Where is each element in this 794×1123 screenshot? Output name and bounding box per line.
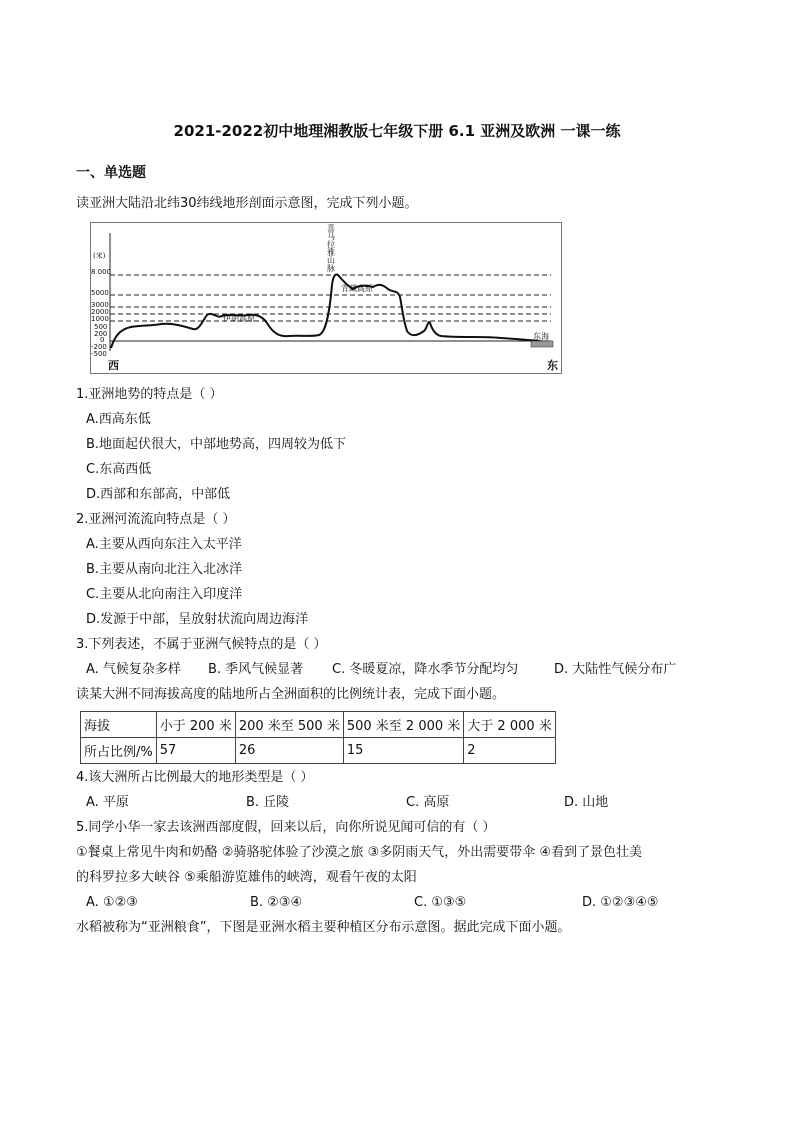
- question-4-option-d[interactable]: D. 山地: [564, 795, 609, 810]
- table-cell: 所占比例/%: [81, 738, 157, 764]
- y-tick-5000: 5000: [91, 289, 109, 297]
- document-title: 2021-2022初中地理湘教版七年级下册 6.1 亚洲及欧洲 一课一练: [173, 122, 621, 140]
- y-tick-2000: 2000: [91, 308, 109, 316]
- question-2-option-a[interactable]: A.主要从西向东注入太平洋: [86, 537, 242, 552]
- y-tick-3000: 3000: [91, 301, 109, 309]
- question-2-option-c[interactable]: C.主要从北向南注入印度洋: [86, 587, 243, 602]
- question-5-option-b[interactable]: B. ②③④: [250, 895, 303, 910]
- question-5-statements-line-1: ①餐桌上常见牛肉和奶酪 ②骑骆驼体验了沙漠之旅 ③多阴雨天气，外出需要带伞 ④看到了景色壮美: [76, 845, 643, 860]
- intro-text-1: 读亚洲大陆沿北纬30纬线地形剖面示意图，完成下列小题。: [76, 196, 418, 211]
- elevation-stats-table: [80, 711, 556, 764]
- question-4-option-b[interactable]: B. 丘陵: [246, 795, 290, 810]
- question-3-options: [86, 660, 726, 680]
- y-tick-minus-500: -500: [91, 350, 107, 358]
- question-1-option-b[interactable]: B.地面起伏很大，中部地势高，四周较为低下: [86, 437, 347, 452]
- question-5-option-c[interactable]: C. ①③⑤: [414, 895, 467, 910]
- question-5-option-d[interactable]: D. ①②③④⑤: [582, 895, 659, 910]
- question-4-options: [86, 793, 726, 813]
- question-4-option-a[interactable]: A. 平原: [86, 795, 129, 810]
- question-4-option-c[interactable]: C. 高原: [406, 795, 450, 810]
- y-tick-500: 500: [94, 323, 108, 331]
- table-cell: 15: [343, 738, 463, 764]
- question-1-stem: 1.亚洲地势的特点是（ ）: [76, 387, 223, 402]
- table-header-cell: 200 米至 500 米: [235, 712, 343, 738]
- table-cell: 57: [156, 738, 235, 764]
- y-tick-1000: 1000: [91, 315, 109, 323]
- question-2-option-d[interactable]: D.发源于中部，呈放射状流向周边海洋: [86, 612, 309, 627]
- intro-text-2: 读某大洲不同海拔高度的陆地所占全洲面积的比例统计表，完成下面小题。: [76, 687, 506, 702]
- intro-text-3: 水稻被称为“亚洲粮食”，下图是亚洲水稻主要种植区分布示意图。据此完成下面小题。: [76, 920, 571, 935]
- question-5-statements-line-2: 的科罗拉多大峡谷 ⑤乘船游览雄伟的峡湾，观看午夜的太阳: [76, 870, 417, 885]
- question-3-option-c[interactable]: C. 冬暖夏凉，降水季节分配均匀: [332, 662, 519, 677]
- question-4-stem: 4.该大洲所占比例最大的地形类型是（ ）: [76, 770, 314, 785]
- question-5-stem: 5.同学小华一家去该洲西部度假，回来以后，向你所说见闻可信的有（ ）: [76, 820, 496, 835]
- terrain-profile-svg: [91, 223, 561, 373]
- question-2-option-b[interactable]: B.主要从南向北注入北冰洋: [86, 562, 243, 577]
- table-row: [81, 738, 556, 764]
- y-axis-unit: (米): [93, 252, 106, 260]
- question-3-stem: 3.下列表述，不属于亚洲气候特点的是（ ）: [76, 637, 327, 652]
- question-2-stem: 2.亚洲河流流向特点是（ ）: [76, 512, 236, 527]
- table-header-cell: 小于 200 米: [156, 712, 235, 738]
- table-header-row: [81, 712, 556, 738]
- y-tick-8000: 8 000: [91, 268, 112, 276]
- y-tick-minus-200: -200: [91, 343, 107, 351]
- east-sea-label: 东海: [533, 332, 549, 341]
- y-tick-0: 0: [100, 336, 105, 344]
- y-tick-200: 200: [94, 330, 108, 338]
- table-header-cell: 海拔: [81, 712, 157, 738]
- table-cell: 2: [464, 738, 555, 764]
- question-3-option-d[interactable]: D. 大陆性气候分布广: [554, 662, 677, 677]
- west-label: 西: [108, 359, 119, 372]
- terrain-profile-figure: [90, 222, 562, 374]
- table-header-cell: 500 米至 2 000 米: [343, 712, 463, 738]
- question-1-option-a[interactable]: A.西高东低: [86, 412, 151, 427]
- question-5-options: [86, 893, 726, 913]
- himalaya-label: 喜马拉雅山脉: [327, 224, 335, 273]
- section-heading: 一、单选题: [76, 165, 146, 181]
- question-3-option-b[interactable]: B. 季风气候显著: [208, 662, 304, 677]
- east-label: 东: [547, 359, 558, 372]
- table-cell: 26: [235, 738, 343, 764]
- question-5-option-a[interactable]: A. ①②③: [86, 895, 138, 910]
- plateau-label: 青藏高原: [341, 284, 373, 293]
- table-header-cell: 大于 2 000 米: [464, 712, 555, 738]
- question-1-option-d[interactable]: D.西部和东部高，中部低: [86, 487, 231, 502]
- question-3-option-a[interactable]: A. 气候复杂多样: [86, 662, 181, 677]
- question-1-option-c[interactable]: C.东高西低: [86, 462, 152, 477]
- terrain-profile-path: [111, 274, 551, 348]
- iran-plateau-label: 伊朗高原: [223, 314, 255, 323]
